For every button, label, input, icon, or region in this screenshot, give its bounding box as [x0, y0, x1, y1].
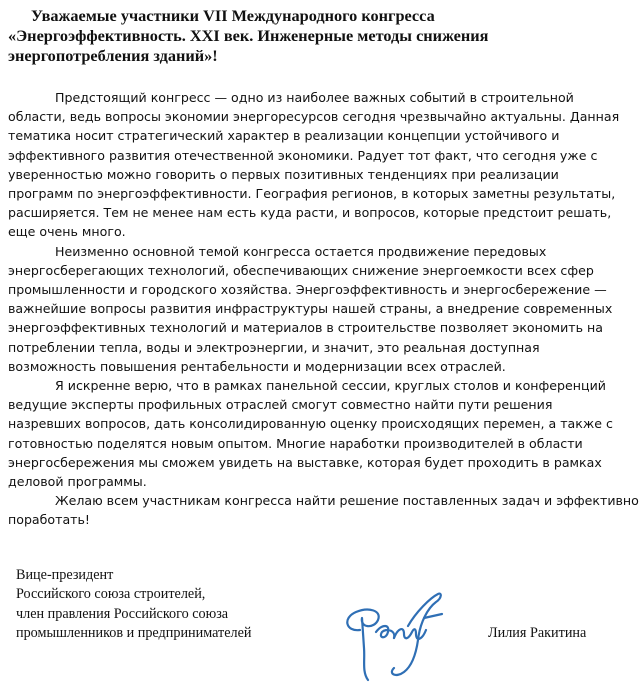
paragraph-intro [8, 88, 640, 242]
heading-line: «Энергоэффективность. XXI век. Инженерные методы снижения [8, 26, 489, 45]
heading-line: энергопотребления зданий»! [8, 46, 218, 65]
text-line: готовностью поделятся новым опытом. Многие наработки производителей в области [8, 435, 583, 451]
text-line: Я искренне верю, что в рамках панельной сессии, круглых столов и конференций [55, 378, 606, 394]
paragraph-closing [8, 491, 640, 529]
signer-title-line: член правления Российского союза [16, 605, 229, 622]
text-line: назревших вопросов, дать консолидированную оценку происходящих перемен, а также с [8, 416, 613, 432]
text-line: промышленности и городского хозяйства. Энергоэффективность и энергосбережение — [8, 282, 607, 298]
text-line: программ по энергоэффективности. География регионов, в которых заметны результаты, [8, 186, 616, 202]
text-line: энергосбережения мы сможем увидеть на выставке, которая будет проходить в рамках [8, 454, 602, 470]
text-line: возможность повышения рентабельности и модернизации всех отраслей. [8, 358, 506, 374]
text-line: потреблении тепла, воды и электроэнергии, и значит, это реальная доступная [8, 339, 540, 355]
letter-body [8, 88, 640, 530]
text-line: эффективного развития отечественной экономики. Радует тот факт, что сегодня уже с [8, 147, 598, 163]
text-line: энергоэффективных технологий и материалов в строительстве позволяет экономить на [8, 320, 603, 336]
signer-title-line: Вице-президент [16, 567, 114, 583]
text-line: Неизменно основной темой конгресса остается продвижение передовых [55, 243, 547, 259]
text-line: Желаю всем участникам конгресса найти решение поставленных задач и эффективно [55, 493, 639, 509]
text-line: тематика носит стратегический характер в реализации концепции устойчивого и [8, 128, 560, 144]
heading-line: Уважаемые участники VII Международного конгресса [31, 6, 435, 25]
text-line: уверенностью можно говорить о первых позитивных тенденциях при реализации [8, 166, 559, 182]
text-line: важнейшие вопросы развития инфраструктуры нашей страны, а внедрение современных [8, 301, 613, 317]
text-line: деловой программы. [8, 474, 147, 490]
handwritten-signature [338, 588, 448, 684]
letter-heading [8, 6, 628, 66]
text-line: еще очень много. [8, 224, 126, 240]
text-line: ведущие эксперты профильных отраслей смогут совместно найти пути решения [8, 397, 553, 413]
signer-title [16, 566, 252, 643]
paragraph-experts [8, 376, 640, 491]
paragraph-main-theme [8, 242, 640, 376]
signer-title-line: промышленников и предпринимателей [16, 624, 252, 641]
text-line: расширяется. Тем не менее нам есть куда расти, и вопросов, которые предстоит решать, [8, 205, 612, 221]
text-line: области, ведь вопросы экономии энергоресурсов сегодня чрезвычайно актуальны. Данная [8, 109, 620, 125]
text-line: поработать! [8, 512, 90, 528]
text-line: Предстоящий конгресс — одно из наиболее важных событий в строительной [55, 90, 574, 105]
text-line: энергосберегающих технологий, обеспечивающих снижение энергоемкости всех сфер [8, 262, 594, 278]
signer-title-line: Российского союза строителей, [16, 586, 206, 603]
signer-name: Лилия Ракитина [488, 625, 587, 641]
